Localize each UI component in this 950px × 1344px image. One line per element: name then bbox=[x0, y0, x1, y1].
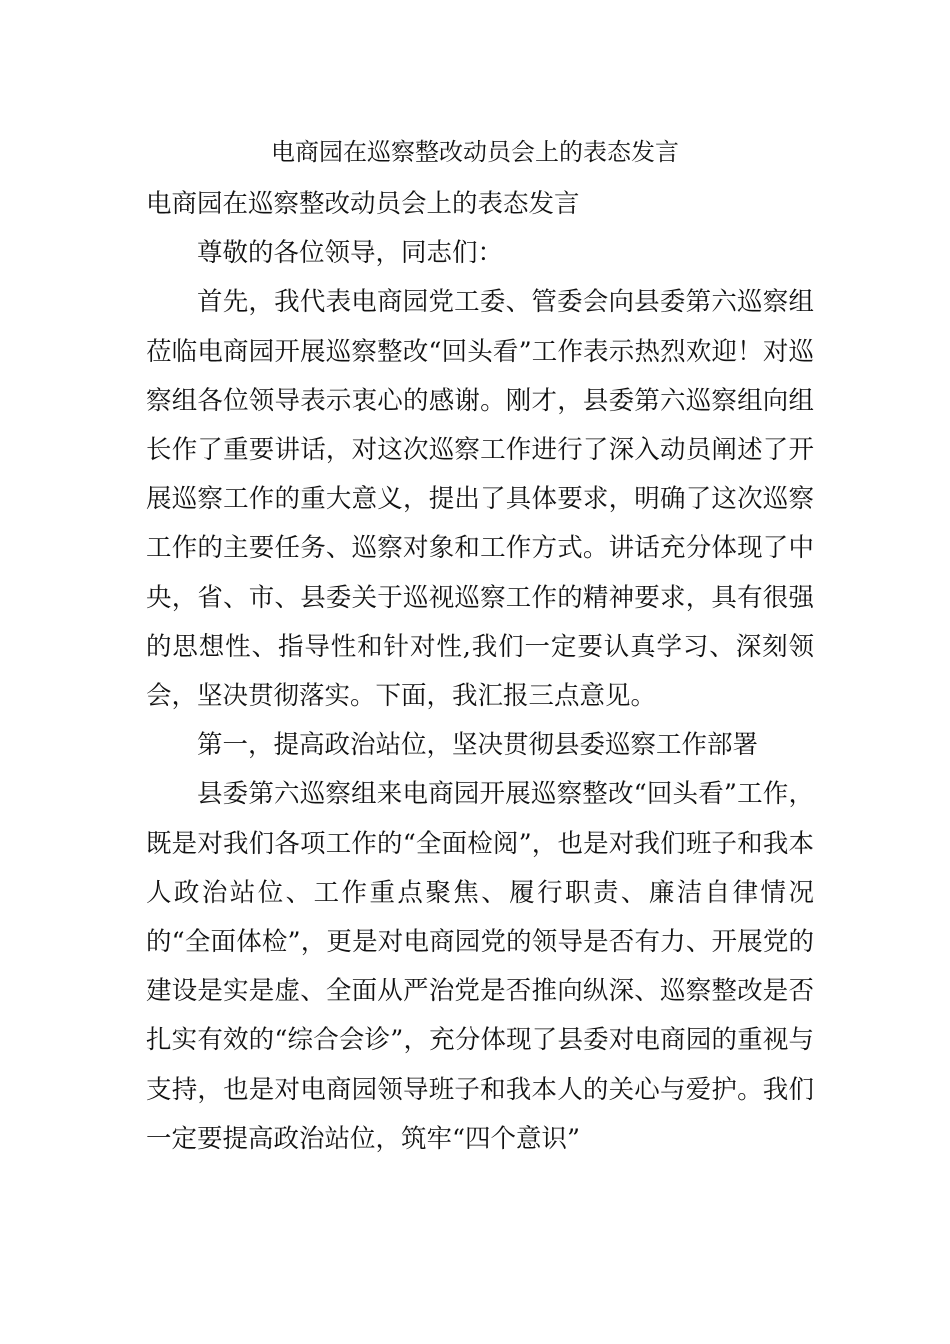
document-body bbox=[146, 180, 814, 1164]
salutation: 尊敬的各位领导，同志们： bbox=[197, 238, 504, 269]
document-title: 电商园在巡察整改动员会上的表态发言 bbox=[271, 138, 679, 166]
paragraph: 首先，我代表电商园党工委、管委会向县委第六巡察组莅临电商园开展巡察整改“回头看”工作表示热烈欢迎！对巡察组各位领导表示衷心的感谢。刚才，县委第六巡察组向组长作了重要讲话，对这次巡察工作进行了深入动员阐述了开展巡察工作的重大意义，提出了具体要求，明确了这次巡察工作的主要任务、巡察对象和工作方式。讲话充分体现了中央，省、市、县委关于巡视巡察工作的精神要求，具有很强的思想性、指导性和针对性,我们一定要认真学习、深刻领会，坚决贯彻落实。下面，我汇报三点意见。 bbox=[146, 287, 814, 712]
section-heading: 第一，提高政治站位，坚决贯彻县委巡察工作部署 bbox=[197, 730, 759, 761]
paragraph: 县委第六巡察组来电商园开展巡察整改“回头看”工作，既是对我们各项工作的“全面检阅”，也是对我们班子和我本人政治站位、工作重点聚焦、履行职责、廉洁自律情况的“全面体检”，更是对电商园党的领导是否有力、开展党的建设是实是虚、全面从严治党是否推向纵深、巡察整改是否扎实有效的“综合会诊”，充分体现了县委对电商园的重视与支持，也是对电商园领导班子和我本人的关心与爱护。我们一定要提高政治站位，筑牢“四个意识” bbox=[146, 779, 814, 1154]
document-subtitle: 电商园在巡察整改动员会上的表态发言 bbox=[146, 189, 580, 219]
